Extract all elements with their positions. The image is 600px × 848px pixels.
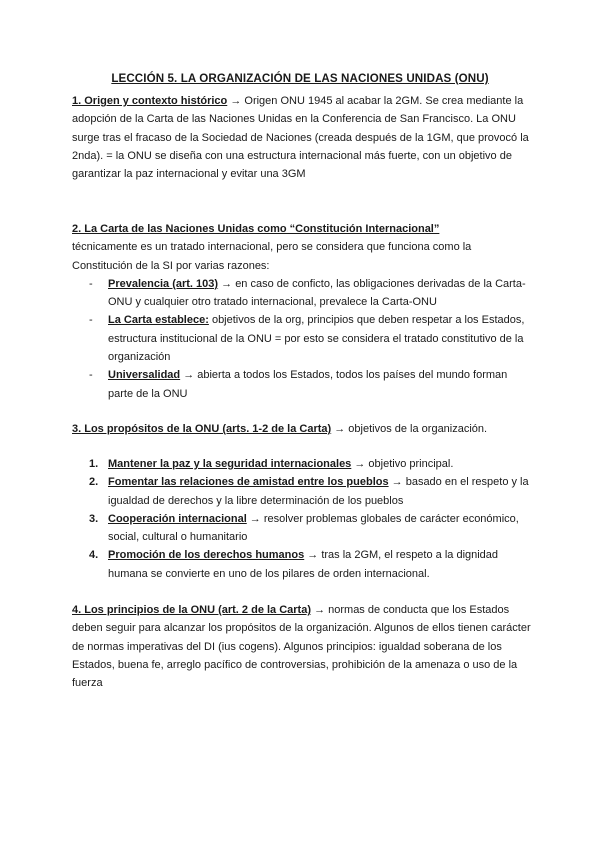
item-number: 4. (89, 549, 99, 562)
item-text: → basado en el respeto y la igualdad de derechos y la libre determinación de los pueblos (108, 476, 529, 507)
carta-reasons-list (72, 275, 532, 403)
section-heading-line (72, 220, 532, 238)
item-bold: Promoción de los derechos humanos (108, 549, 305, 562)
list-item (72, 510, 532, 547)
list-item (72, 311, 532, 366)
section-text: Origen ONU 1945 al acabar la 2GM. Se crea mediante la adopción de la Carta de las Naciones Unidas en la Conferencia de San Francisco. La ONU surge tras el fracaso de la Sociedad de Naciones (creada después de la 1GM, que provocó la 2nda). = la ONU se diseña con una estructura internacional más fuerte, con un objetivo de garantizar la paz internacional y evitar una 3GM (72, 95, 529, 181)
item-number: 2. (89, 476, 99, 489)
item-bold: La Carta establece: (108, 314, 209, 327)
item-text: → tras la 2GM, el respeto a la dignidad humana se convierte en uno de los pilares de orden internacional. (108, 549, 499, 580)
item-text: → en caso de conficto, las obligaciones derivadas de la Carta-ONU y cualquier otro tratado internacional, prevalece la Carta-ONU (108, 277, 526, 309)
list-item (72, 546, 532, 583)
item-text: → objetivo principal. (351, 458, 454, 470)
list-item (72, 473, 532, 510)
section-principios (72, 601, 532, 692)
propositos-list (72, 455, 532, 583)
section-heading: 3. Los propósitos de la ONU (arts. 1-2 de la Carta) (72, 423, 332, 435)
page-title: LECCIÓN 5. LA ORGANIZACIÓN DE LAS NACIONES UNIDAS (ONU) (111, 72, 489, 85)
section-text: → normas de conducta que los Estados deben seguir para alcanzar los propósitos de la organización. Algunos de ellos tienen carácter de normas imperativas del DI (ius cogens). Algunos principios: igualdad soberana de los Estados, buena fe, arreglo pacífico de controversias, prohibición de la amenaza o uso de la fuerza (72, 604, 531, 690)
item-text: → abierta a todos los Estados, todos los países del mundo forman parte de la ONU (108, 369, 508, 400)
section-heading-line (72, 420, 532, 438)
section-origen (72, 92, 532, 183)
section-origen-paragraph (72, 92, 532, 183)
item-bold: Universalidad (108, 369, 181, 382)
list-item (72, 455, 532, 473)
list-item (72, 275, 532, 312)
propositos-list-block (72, 455, 532, 583)
item-text: → resolver problemas globales de carácter económico, social, cultural o humanitario (108, 512, 519, 544)
item-text: objetivos de la org, principios que deben respetar a los Estados, estructura institucional de la ONU = por esto se considera el tratado constitutivo de la organización (108, 314, 525, 364)
section-intro: técnicamente es un tratado internacional, pero se considera que funciona como la Constitución de la SI por varias razones: (72, 241, 472, 272)
arrow: → (227, 95, 245, 107)
section-heading: 2. La Carta de las Naciones Unidas como “Constitución Internacional” (72, 223, 440, 235)
item-bold: Mantener la paz y la seguridad internacionales (108, 458, 352, 470)
section-text: → objetivos de la organización. (331, 423, 488, 435)
item-bold: Fomentar las relaciones de amistad entre los pueblos (108, 476, 389, 489)
section-carta (72, 220, 532, 403)
section-propositos (72, 420, 532, 438)
section-principios-paragraph (72, 601, 532, 692)
section-heading: 1. Origen y contexto histórico (72, 95, 228, 107)
item-bold: Prevalencia (art. 103) (108, 277, 219, 290)
item-number: 1. (89, 458, 99, 470)
section-heading: 4. Los principios de la ONU (art. 2 de la Carta) (72, 604, 312, 616)
list-item (72, 366, 532, 403)
item-bold: Cooperación internacional (108, 512, 247, 525)
item-number: 3. (89, 512, 99, 525)
